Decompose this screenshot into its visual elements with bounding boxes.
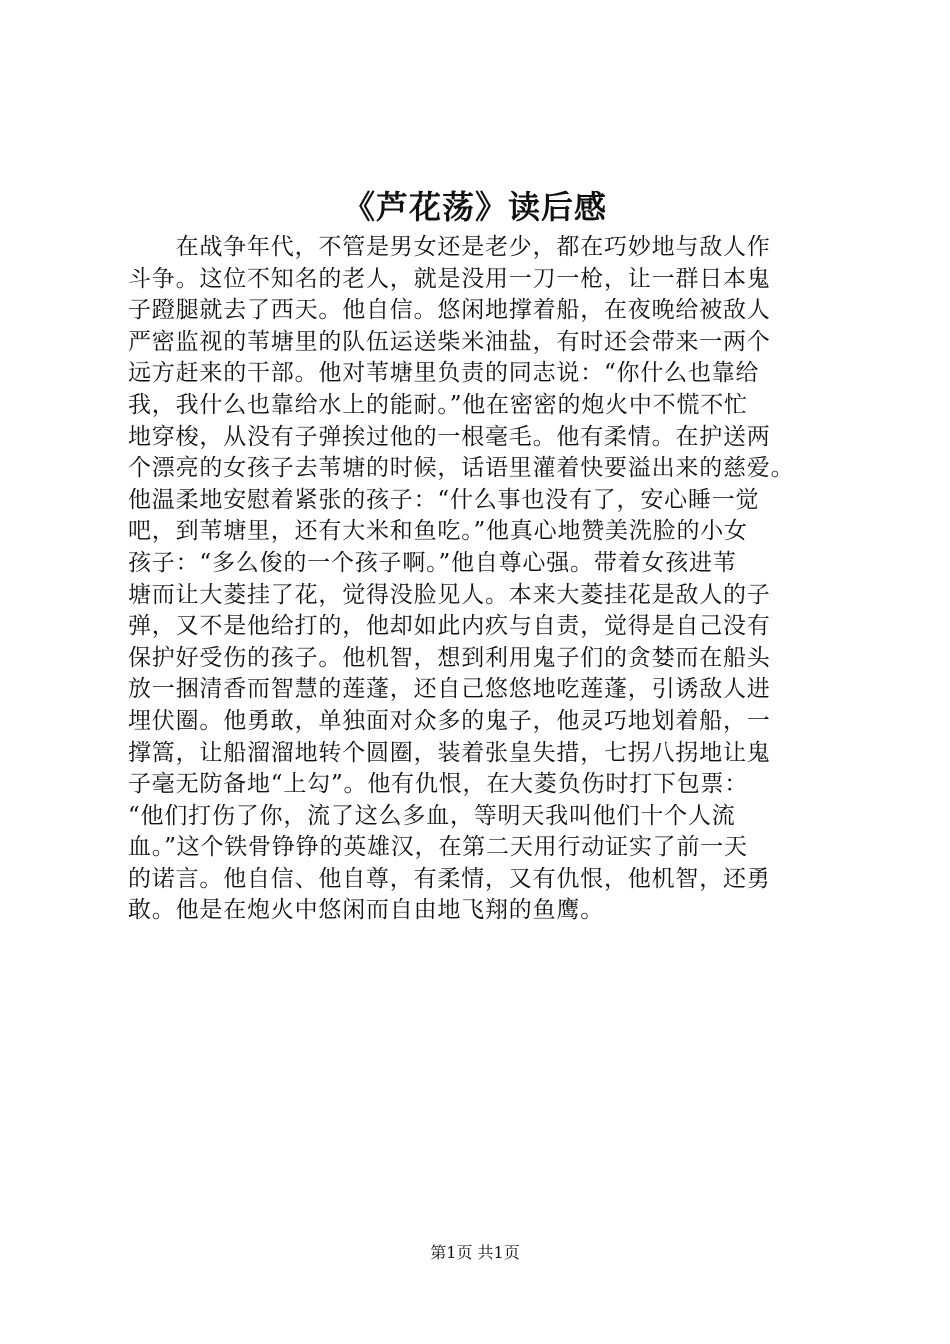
text-line: 保护好受伤的孩子。他机智，想到利用鬼子们的贪婪而在船头	[128, 644, 771, 671]
text-line: 他温柔地安慰着紧张的孩子：“什么事也没有了，安心睡一觉	[128, 486, 760, 513]
text-line: 在战争年代，不管是男女还是老少，都在巧妙地与敌人作	[128, 234, 771, 260]
text-line: 远方赶来的干部。他对苇塘里负责的同志说：“你什么也靠给	[128, 360, 760, 387]
text-line: 个漂亮的女孩子去苇塘的时候，话语里灌着快要溢出来的慈爱。	[128, 455, 795, 482]
text-line: 斗争。这位不知名的老人，就是没用一刀一枪，让一群日本鬼	[128, 265, 771, 292]
text-line: 敢。他是在炮火中悠闲而自由地飞翔的鱼鹰。	[128, 897, 604, 924]
text-line: 孩子：“多么俊的一个孩子啊。”他自尊心强。带着女孩进苇	[128, 549, 737, 576]
text-line: 放一捆清香而智慧的莲蓬，还自己悠悠地吃莲蓬，引诱敌人进	[128, 676, 771, 703]
body-paragraph	[128, 232, 840, 927]
text-line: 弹，又不是他给打的，他却如此内疚与自责，觉得是自己没有	[128, 613, 771, 640]
page-footer: 第1页 共1页	[430, 1243, 520, 1262]
text-line: 埋伏圈。他勇敢，单独面对众多的鬼子，他灵巧地划着船，一	[128, 707, 771, 734]
text-line: 撑篙，让船溜溜地转个圆圈，装着张皇失措，七拐八拐地让鬼	[128, 739, 771, 766]
text-line: 地穿梭，从没有子弹挨过他的一根毫毛。他有柔情。在护送两	[128, 423, 771, 450]
text-line: 子毫无防备地“上勾”。他有仇恨，在大菱负伤时打下包票：	[128, 771, 749, 798]
text-line: 子蹬腿就去了西天。他自信。悠闲地撑着船，在夜晚给被敌人	[128, 297, 771, 324]
text-line: 血。”这个铁骨铮铮的英雄汉，在第二天用行动证实了前一天	[128, 834, 748, 861]
text-line: 塘而让大菱挂了花，觉得没脸见人。本来大菱挂花是敌人的子	[128, 581, 771, 608]
text-line: 严密监视的苇塘里的队伍运送柴米油盐，有时还会带来一两个	[128, 328, 771, 355]
text-line: 吧，到苇塘里，还有大米和鱼吃。”他真心地赞美洗脸的小女	[128, 518, 748, 545]
text-line: “他们打伤了你，流了这么多血，等明天我叫他们十个人流	[128, 802, 736, 829]
text-line: 的诺言。他自信、他自尊，有柔情，又有仇恨，他机智，还勇	[128, 865, 771, 892]
text-line: 我，我什么也靠给水上的能耐。”他在密密的炮火中不慌不忙	[128, 391, 748, 418]
document-title: 《芦花荡》读后感	[342, 188, 607, 226]
